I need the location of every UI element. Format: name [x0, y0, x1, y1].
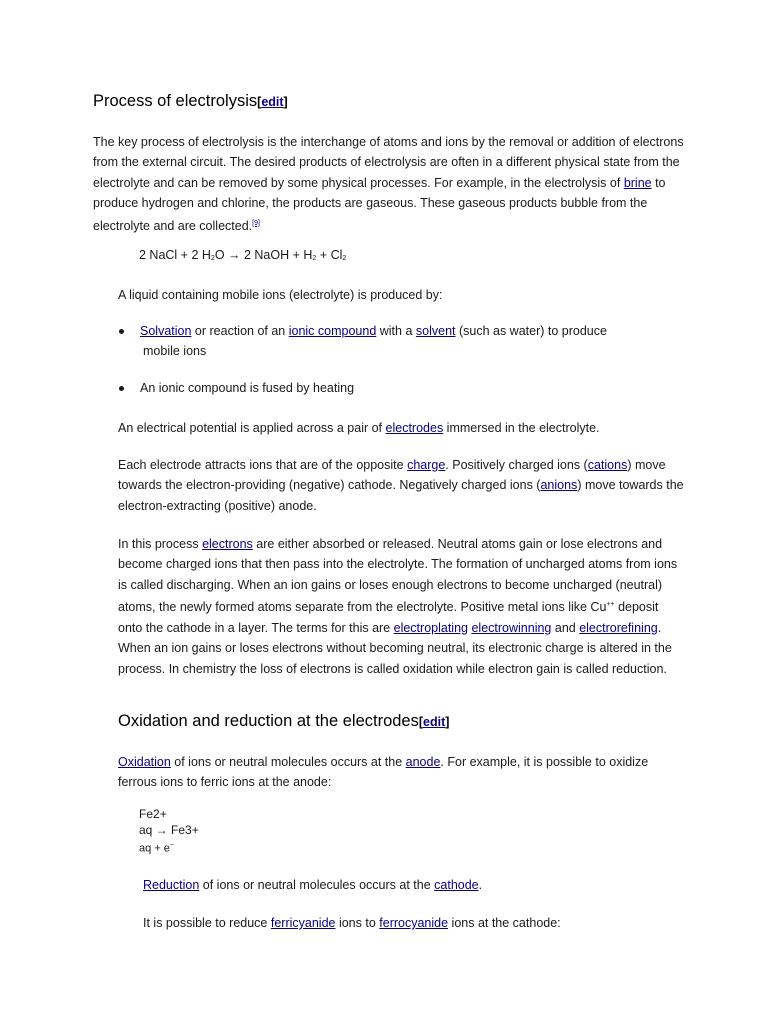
electrolyte-list: [118, 321, 678, 414]
heading-text: Process of electrolysis: [93, 92, 258, 110]
section-heading-oxidation: [118, 712, 449, 731]
iron-equation: [139, 806, 199, 857]
eq-part: 2+: [153, 807, 167, 821]
reduction-paragraph: [143, 875, 703, 895]
para-text: .: [478, 878, 483, 892]
eq-part: O → 2 NaOH + H: [214, 248, 313, 262]
anode-link[interactable]: anode: [405, 755, 441, 769]
ferricyanide-paragraph: [143, 913, 703, 933]
para-text: Each electrode attracts ions that are of the opposite: [118, 458, 408, 472]
oxidation-paragraph: [118, 752, 678, 793]
edit-link[interactable]: edit: [423, 715, 446, 729]
solvent-link[interactable]: solvent: [415, 324, 456, 338]
list-item: [118, 321, 678, 362]
electrowinning-link[interactable]: electrowinning: [471, 620, 552, 635]
bullet-text: An ionic compound is fused by heating: [140, 380, 355, 395]
edit-section-wrapper: [edit]: [418, 715, 450, 729]
electrorefining-link[interactable]: electrorefining: [579, 620, 658, 635]
list-item: [118, 378, 678, 398]
cations-link[interactable]: cations: [587, 458, 628, 472]
eq-subscript: 2: [342, 255, 347, 262]
edit-link[interactable]: edit: [261, 95, 284, 109]
anions-link[interactable]: anions: [540, 478, 578, 493]
superscript: −: [169, 842, 174, 849]
reference-link[interactable]: [9]: [252, 219, 260, 227]
para-text: . When an ion gains or loses electrons without becoming neutral, its electronic charge is altered in the process. In chemistry the loss of electrons is called oxidation while electron gain is called reduction.: [118, 620, 672, 676]
para-text: deposit onto the cathode in a layer. The terms for this are: [118, 600, 659, 635]
para-text: . Positively charged ions (: [445, 458, 588, 472]
eq-part: 2 NaCl + 2 H: [139, 248, 211, 262]
superscript: ++: [606, 601, 615, 609]
para-text: ) move towards the electron-providing (negative) cathode. Negatively charged ions (: [118, 458, 666, 493]
brine-link[interactable]: brine: [623, 175, 652, 190]
solvation-link[interactable]: Solvation: [140, 324, 192, 338]
eq-part: + Cl: [316, 248, 343, 262]
ferrocyanide-link[interactable]: ferrocyanide: [379, 916, 449, 930]
edit-section-wrapper: [edit]: [257, 95, 288, 109]
intro-paragraph: [93, 132, 693, 236]
equation-line: [139, 838, 199, 857]
para-text: of ions or neutral molecules occurs at the: [170, 755, 406, 769]
oxidation-link[interactable]: Oxidation: [118, 755, 171, 769]
eq-part: aq → Fe: [139, 823, 186, 837]
eq-part: aq + e: [139, 842, 170, 855]
bullet-text: with a: [376, 324, 416, 338]
bullet-text: or reaction of an: [191, 324, 289, 338]
para-text: are either absorbed or released. Neutral atoms gain or lose electrons and become charged ions that then pass into the electrolyte. The formation of uncharged atoms from ions is called discharging. When an ion gains or loses enough electrons to become uncharged (neutral) atoms, the newly formed atoms separate from the electrolyte. Positive metal ions like Cu: [118, 537, 678, 615]
electrolysis-equation: [139, 248, 346, 262]
heading-text: Oxidation and reduction at the electrodes: [118, 712, 419, 730]
bullet-icon: [119, 386, 124, 391]
para-text: of ions or neutral molecules occurs at the: [199, 878, 435, 892]
electrons-link[interactable]: electrons: [202, 537, 253, 551]
para-text: ) move towards the electron-extracting (positive) anode.: [118, 478, 684, 513]
equation-line: [139, 822, 199, 838]
section-heading-process: [93, 92, 288, 111]
para-text: In this process: [118, 537, 203, 551]
para-text: immersed in the electrolyte.: [443, 421, 600, 435]
potential-paragraph: [118, 418, 698, 438]
para-text: ions at the cathode:: [448, 916, 561, 930]
eq-subscript: 2: [210, 255, 215, 262]
para-text: It is possible to reduce: [143, 916, 271, 930]
ionic-compound-link[interactable]: ionic compound: [288, 324, 377, 338]
eq-part: Fe: [139, 807, 154, 821]
intro-text-2: to produce hydrogen and chlorine, the products are gaseous. These gaseous products bubble from the electrolyte and are collected.: [93, 175, 666, 233]
electrodes-link[interactable]: electrodes: [385, 421, 444, 435]
para-text: An electrical potential is applied across a pair of: [118, 421, 386, 435]
bullet-text: (such as water) to produce: [455, 324, 607, 338]
equation-line: [139, 806, 199, 822]
charge-link[interactable]: charge: [407, 458, 446, 472]
eq-subscript: 2: [312, 255, 317, 262]
para-text: and: [551, 620, 580, 635]
intro-text-1: The key process of electrolysis is the interchange of atoms and ions by the removal or addition of electrons from the external circuit. The desired products of electrolysis are often in a different physical state from the electrolyte and can be removed by some physical processes. For example, in the electrolysis of: [93, 135, 684, 190]
eq-part: 3+: [185, 823, 199, 837]
electrode-attracts-paragraph: [118, 455, 688, 516]
liquid-paragraph: A liquid containing mobile ions (electrolyte) is produced by:: [118, 288, 443, 302]
bullet-text: mobile ions: [143, 344, 207, 359]
process-paragraph: [118, 534, 678, 679]
para-text: ions to: [335, 916, 380, 930]
cathode-link[interactable]: cathode: [434, 878, 479, 892]
para-text: . For example, it is possible to oxidize ferrous ions to ferric ions at the anode:: [118, 755, 649, 790]
electroplating-link[interactable]: electroplating: [393, 620, 468, 635]
reduction-link[interactable]: Reduction: [143, 878, 200, 892]
bullet-icon: [119, 329, 124, 334]
ferricyanide-link[interactable]: ferricyanide: [270, 916, 336, 930]
